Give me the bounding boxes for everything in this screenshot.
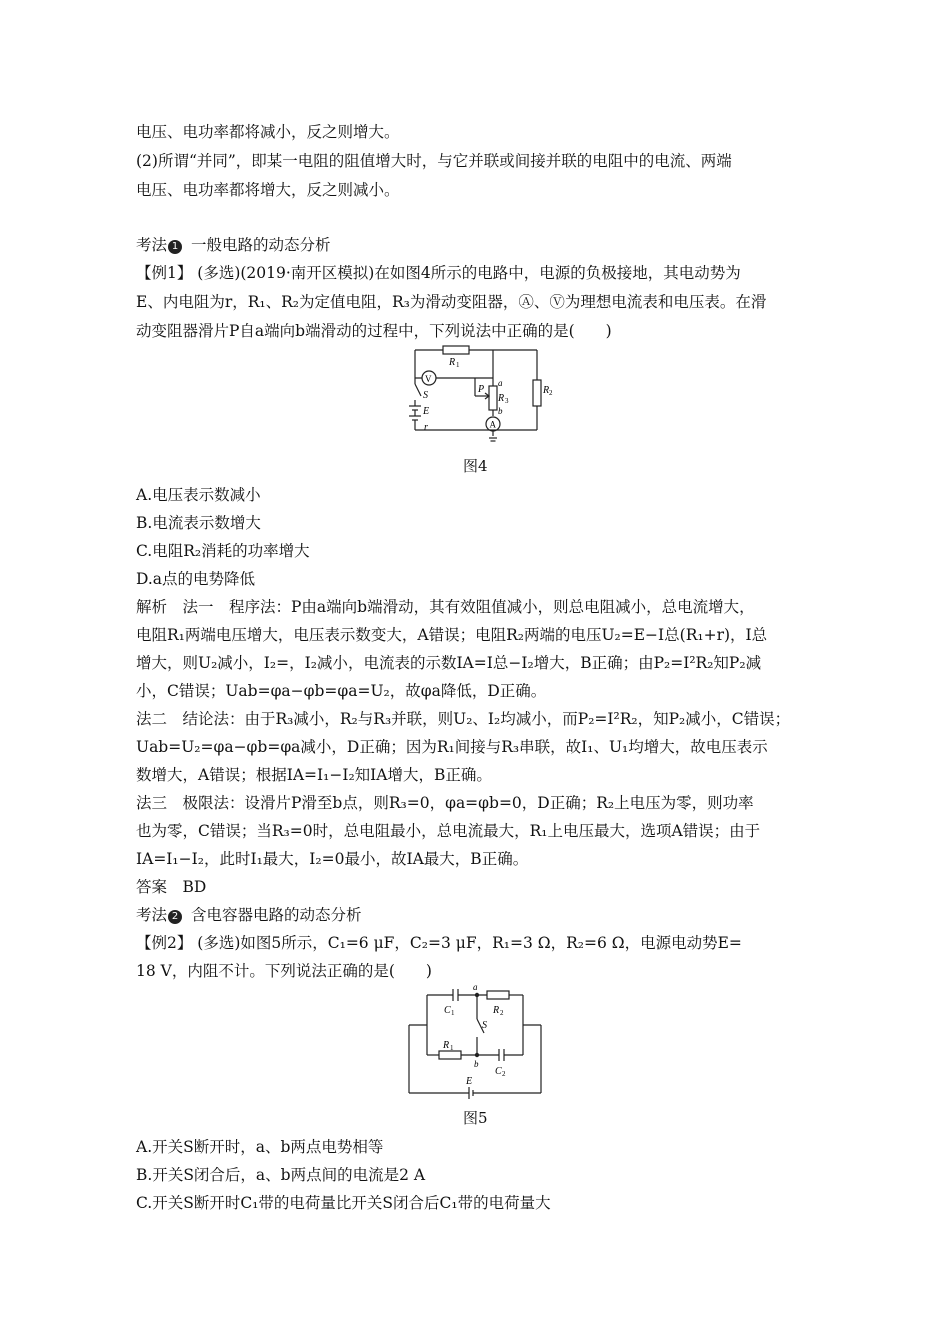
analysis-line: 数增大，A错误；根据IA=I₁−I₂知IA增大，B正确。 (136, 766, 492, 784)
analysis-line: Uab=U₂=φa−φb=φa减小，D正确；因为R₁间接与R₃串联，故I₁、U₁均增大，故电压表示 (136, 738, 768, 756)
example-2-line: 18 V，内阻不计。下列说法正确的是( ) (136, 962, 432, 980)
label-R3: R (498, 393, 505, 404)
label-subscript: 1 (451, 1009, 455, 1017)
ammeter-icon: A (489, 419, 496, 430)
method-2-heading (136, 904, 361, 926)
method-title: 一般电路的动态分析 (190, 236, 331, 254)
option-b: B.电流表示数增大 (136, 514, 261, 532)
option-c: C.电阻R₂消耗的功率增大 (136, 542, 310, 560)
figure-5-circuit-diagram (405, 982, 545, 1103)
number-badge-icon: 2 (168, 910, 182, 924)
analysis-line: 小，C错误；Uab=φa−φb=φa=U₂，故φa降低，D正确。 (136, 682, 547, 700)
label-a: a (473, 982, 478, 992)
analysis-line: 电阻R₁两端电压增大，电压表示数变大，A错误；电阻R₂两端的电压U₂=E−I总(R₁+r)，I总 (136, 626, 768, 644)
label-r: r (424, 422, 428, 433)
label-a: a (498, 378, 503, 388)
example-1-line: E、内电阻为r，R₁、R₂为定值电阻，R₃为滑动变阻器，Ⓐ、Ⓥ为理想电流表和电压表。在滑 (136, 293, 767, 311)
answer-line: 答案 BD (136, 878, 207, 896)
label-b: b (498, 406, 503, 416)
paragraph-line: 电压、电功率都将减小，反之则增大。 (136, 123, 400, 141)
option-d: D.a点的电势降低 (136, 570, 256, 588)
number-badge-icon: 1 (168, 240, 182, 254)
label-subscript: 1 (456, 361, 460, 369)
label-C1: C (444, 1005, 451, 1016)
label-R1: R (443, 1040, 450, 1051)
option-a: A.电压表示数减小 (136, 486, 261, 504)
analysis-line: 增大，则U₂减小，I₂=，I₂减小，电流表的示数IA=I总−I₂增大，B正确；由P₂=I²R₂知P₂减 (136, 654, 762, 672)
label-b: b (474, 1059, 479, 1069)
method-label: 考法 (136, 236, 168, 254)
label-subscript: 2 (502, 1070, 506, 1078)
analysis-line: 法二 结论法：由于R₃减小，R₂与R₃并联，则U₂、I₂均减小，而P₂=I²R₂，知P₂减小，C错误； (136, 710, 791, 728)
label-R1: R (449, 357, 456, 368)
label-subscript: 2 (500, 1009, 504, 1017)
analysis-line: IA=I₁−I₂，此时I₁最大，I₂=0最小，故IA最大，B正确。 (136, 850, 529, 868)
paragraph-line: (2)所谓“并同”，即某一电阻的阻值增大时，与它并联或间接并联的电阻中的电流、两端 (136, 152, 732, 170)
analysis-line: 法三 极限法：设滑片P滑至b点，则R₃=0，φa=φb=0，D正确；R₂上电压为零，则功率 (136, 794, 754, 812)
analysis-line: 也为零，C错误；当R₃=0时，总电阻最小，总电流最大，R₁上电压最大，选项A错误；由于 (136, 822, 761, 840)
label-S: S (482, 1020, 487, 1031)
paragraph-line: 电压、电功率都将增大，反之则减小。 (136, 181, 400, 199)
example-1-line: 【例1】 (多选)(2019·南开区模拟)在如图4所示的电路中，电源的负极接地，其电动势为 (136, 264, 741, 282)
figure-4-caption: 图4 (463, 457, 488, 475)
voltmeter-icon: V (425, 374, 432, 384)
example-1-line: 动变阻器滑片P自a端向b端滑动的过程中，下列说法中正确的是( ) (136, 322, 612, 340)
label-C2: C (495, 1066, 502, 1077)
label-subscript: 2 (549, 389, 553, 397)
option-a: A.开关S断开时，a、b两点电势相等 (136, 1138, 384, 1156)
figure-4-circuit-diagram (405, 346, 553, 446)
example-2-line: 【例2】 (多选)如图5所示，C₁=6 μF，C₂=3 μF，R₁=3 Ω，R₂=6 Ω，电源电动势E= (136, 934, 742, 952)
option-b: B.开关S闭合后，a、b两点间的电流是2 A (136, 1166, 426, 1184)
label-S: S (423, 390, 428, 401)
analysis-line: 解析 法一 程序法：P由a端向b端滑动，其有效阻值减小，则总电阻减小，总电流增大， (136, 598, 755, 616)
option-c: C.开关S断开时C₁带的电荷量比开关S闭合后C₁带的电荷量大 (136, 1194, 551, 1212)
method-title: 含电容器电路的动态分析 (190, 906, 362, 924)
label-P: P (478, 384, 485, 395)
method-label: 考法 (136, 906, 168, 924)
label-R2: R (543, 385, 550, 396)
method-1-heading (136, 234, 330, 256)
label-E: E (423, 406, 430, 417)
label-R2: R (493, 1005, 500, 1016)
figure-5-caption: 图5 (463, 1109, 488, 1127)
label-subscript: 1 (450, 1044, 454, 1052)
label-E: E (466, 1076, 473, 1087)
label-subscript: 3 (505, 397, 509, 405)
